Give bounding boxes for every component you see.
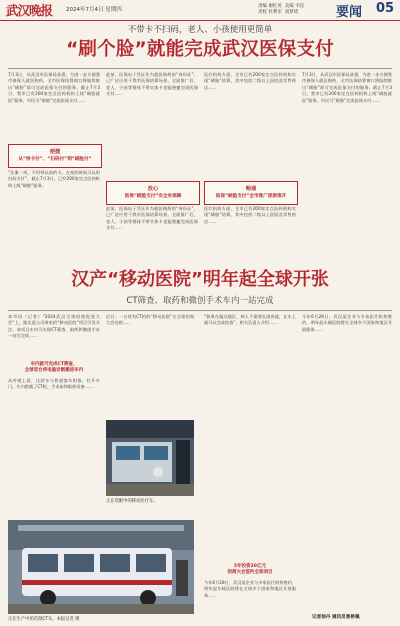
masthead	[0, 0, 400, 21]
box-subtitle: 从“持卡付”、“扫码付”到“刷脸付”	[18, 157, 92, 162]
story1-text-2: “注册一项，不用带以前的卡，在家的时候可以用扫码支付”，截止7月3日，已有200家定点医药机构上线“刷脸”服务。	[8, 170, 100, 188]
story2-subhead2-box	[204, 562, 296, 578]
box-title: 便捷	[49, 149, 61, 155]
story1-text-1: 7月3日，从武汉市医保局获悉，为进一步方便我市参保人就医购药，全市医保结算窗口将陆续推出“刷脸”即可完成医保支付的服务。截止7月3日，我市已有200家定点医药机构上线“刷脸就医”服务，市民可“刷脸”完成医保支付……	[8, 72, 100, 103]
story2-subhead: 车内就可完成CT筛查， 全球首台将电脑诊断搬进车内	[24, 362, 84, 373]
story1-column-4	[302, 72, 392, 258]
ct-vehicle-image	[8, 520, 194, 614]
story2-subhead-box	[8, 360, 100, 376]
story1-column-2	[106, 72, 198, 178]
section-title: 要闻	[336, 4, 363, 19]
box-title: 放心	[147, 186, 159, 192]
info-box-safe	[106, 181, 200, 205]
story2-byline: 记者徐丹 通讯员曾桥佩	[312, 615, 360, 620]
story2-text-2: 从外观上看，这款车与普通客车相似。打开车门，车内搭载了CT机、手术床和取药设备……	[8, 378, 100, 390]
story1-column-2b	[106, 206, 198, 258]
photo-medical-vehicle-assembly	[106, 420, 194, 496]
story1-column-3	[204, 72, 296, 178]
story2-text-4: “如果在偏远地区，病人不需要长途奔波，在车上就可以完成检查”，相关负责人介绍……	[204, 314, 296, 326]
info-box-smooth	[204, 181, 298, 205]
story2-text-5: 今年6月28日，武汉某企业与多家医疗机构签约，明年起车载医院将在全球多个国家和地区开展服务……	[204, 580, 296, 598]
photo-caption-right: 正在装配中的移动医疗车。	[106, 499, 158, 504]
story1-text-3b: 此前，医保电子凭证作为就医购药的“身份证”，已广泛应用于我市医保结算场景。全面推广后，老人、小孩等群体不带实体卡也能便捷完成医保支付……	[106, 206, 198, 231]
story1-text-4: 医疗机构方面，全市已有200家定点医药机构实现“刷脸”结算，其中包括二级以上医院及零售药店……	[204, 72, 296, 90]
story2-column-1	[8, 314, 100, 358]
story2-kicker: CT筛查、取药和微创手术车内一站完成	[126, 296, 274, 306]
story1-text-4b: 医疗机构方面，全市已有200家定点医药机构实现“刷脸”结算，其中包括二级以上医院及零售药店……	[204, 206, 296, 224]
story1-text-3: 此前，医保电子凭证作为就医购药的“身份证”，已广泛应用于我市医保结算场景。全面推广后，老人、小孩等群体不带实体卡也能便捷完成医保支付……	[106, 72, 198, 97]
divider	[8, 310, 392, 311]
story2-text-3: 近日，一台装有CT机的“移动医院”在全球招商大会亮相……	[106, 314, 194, 326]
story2-column-2	[106, 314, 194, 418]
story2-column-3	[204, 314, 296, 560]
story2-column-4	[302, 314, 392, 612]
box-title: 畅通	[245, 186, 257, 192]
page-number: 05	[376, 1, 395, 16]
box-subtitle: 医保“刷脸支付”全市推广逐渐推开	[215, 194, 287, 199]
box-subtitle: 医保“刷脸支付”安全有保障	[124, 194, 182, 199]
story2-column-3b	[204, 580, 296, 620]
story1-column-1	[8, 72, 100, 142]
story1-text-5: 7月3日，从武汉市医保局获悉，为进一步方便我市参保人就医购药，全市医保结算窗口将陆续推出“刷脸”即可完成医保支付的服务。截止7月3日，我市已有200家定点医药机构上线“刷脸就医”服务，市民可“刷脸”完成医保支付……	[302, 72, 392, 103]
divider	[8, 68, 392, 69]
editor-credits: 责编 谢红英 美编 韦仪 责校 杜利军 刘梦琦	[258, 4, 305, 15]
story1-kicker: 不带卡不扫码，老人、小孩使用更简单	[127, 25, 273, 35]
assembly-image	[106, 420, 194, 496]
photo-caption-left: 正在生产中的首批CT车。本报记者 摄	[8, 617, 80, 622]
story2-column-1b	[8, 378, 100, 516]
story1-column-3b	[204, 206, 296, 258]
story2-text-6: 今年6月28日，武汉某企业与多家医疗机构签约，明年起车载医院将在全球多个国家和地区开展服务……	[302, 314, 392, 332]
story2-text-1: 本市讯（记者）“2024武汉全球招商促进大会”上，湖北某公司带来的“移动医院”项目引发关注。该项目车内可实现CT筛查、取药和微创手术一站式完成……	[8, 314, 100, 339]
story2-headline: 汉产“移动医院”明年起全球开张	[71, 269, 329, 290]
story1-headline: “刷个脸”就能完成武汉医保支付	[66, 39, 334, 60]
story1-column-1b	[8, 170, 100, 258]
story2-subhead-2: 5年投资20亿元 招商大会签约全球项目	[227, 564, 273, 575]
newspaper-logo: 武汉晚报	[6, 3, 53, 18]
info-box-convenient	[8, 144, 102, 168]
issue-date: 2024年7月4日 星期四	[66, 7, 122, 13]
photo-ct-vehicle-production	[8, 520, 194, 614]
